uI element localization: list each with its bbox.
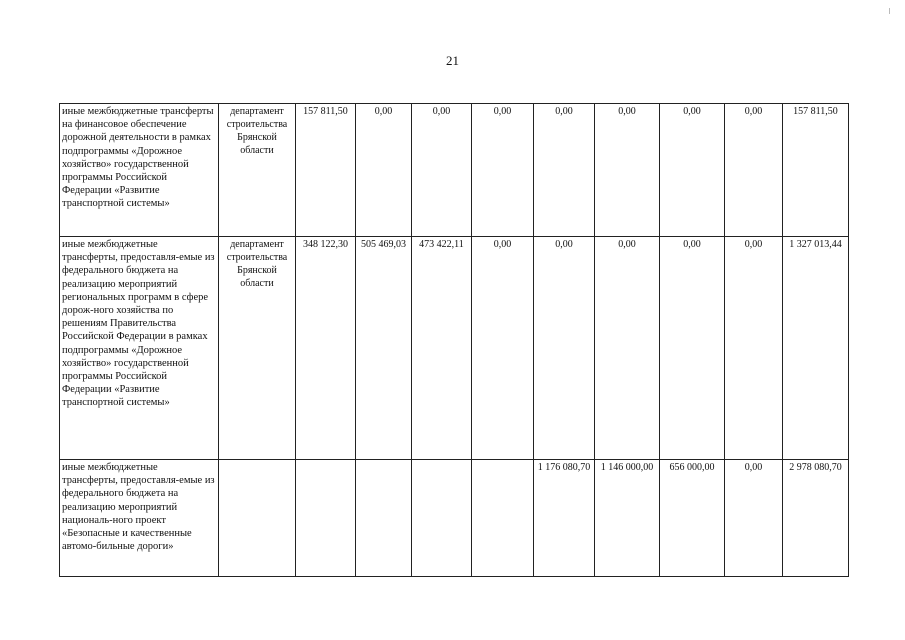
row-department: департамент строительства Брянской области [219, 237, 296, 460]
value-cell: 473 422,11 [412, 237, 472, 460]
value-cell: 0,00 [472, 237, 534, 460]
total-cell: 157 811,50 [783, 104, 849, 237]
table-row [60, 104, 849, 237]
value-cell: 505 469,03 [356, 237, 412, 460]
value-cell [356, 460, 412, 577]
value-cell: 0,00 [534, 104, 595, 237]
value-cell: 0,00 [660, 237, 725, 460]
value-cell: 656 000,00 [660, 460, 725, 577]
value-cell: 0,00 [660, 104, 725, 237]
value-cell: 0,00 [725, 460, 783, 577]
value-cell: 157 811,50 [296, 104, 356, 237]
row-description: иные межбюджетные трансферты на финансовое обеспечение дорожной деятельности в рамках подпрограммы «Дорожное хозяйство» государственной программы Российской Федерации «Развитие транспортной системы» [60, 104, 219, 237]
total-cell: 1 327 013,44 [783, 237, 849, 460]
value-cell: 0,00 [472, 104, 534, 237]
value-cell: 0,00 [725, 104, 783, 237]
value-cell: 1 176 080,70 [534, 460, 595, 577]
scan-mark [889, 8, 890, 14]
value-cell [296, 460, 356, 577]
value-cell: 1 146 000,00 [595, 460, 660, 577]
value-cell: 348 122,30 [296, 237, 356, 460]
budget-table [59, 103, 849, 577]
value-cell: 0,00 [595, 104, 660, 237]
value-cell [412, 460, 472, 577]
value-cell [472, 460, 534, 577]
row-department: департамент строительства Брянской области [219, 104, 296, 237]
value-cell: 0,00 [725, 237, 783, 460]
row-department [219, 460, 296, 577]
value-cell: 0,00 [534, 237, 595, 460]
value-cell: 0,00 [412, 104, 472, 237]
row-description: иные межбюджетные трансферты, предоставля-емые из федерального бюджета на реализацию мероприятий региональных программ в сфере дорож-ного хозяйства по решениям Правительства Российской Федерации в рамках подпрограммы «Дорожное хозяйство» государственной программы Российской Федерации «Развитие транспортной системы» [60, 237, 219, 460]
total-cell: 2 978 080,70 [783, 460, 849, 577]
table-row [60, 237, 849, 460]
value-cell: 0,00 [356, 104, 412, 237]
table-row [60, 460, 849, 577]
row-description: иные межбюджетные трансферты, предоставля-емые из федерального бюджета на реализацию мероприятий националь-ного проект «Безопасные и качественные автомо-бильные дороги» [60, 460, 219, 577]
value-cell: 0,00 [595, 237, 660, 460]
page-number: 21 [446, 53, 459, 68]
